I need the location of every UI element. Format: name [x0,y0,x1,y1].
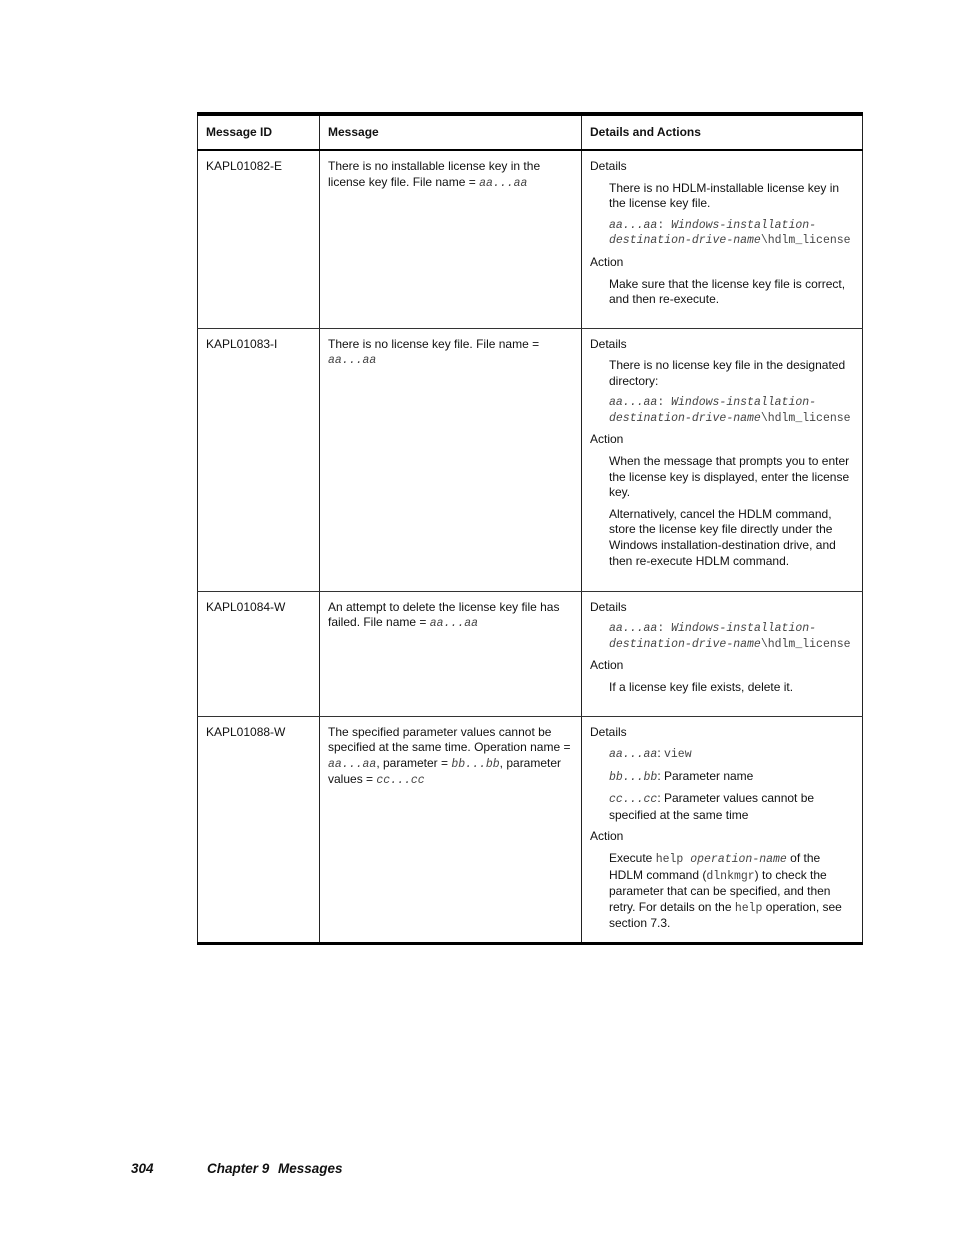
details-text: There is no license key file in the designated directory: [609,358,846,388]
action-label: Action [590,658,624,673]
action-text: Make sure that the license key file is correct, and then re-execute. [609,276,846,307]
action-label: Action [590,432,624,447]
details-path: aa...aa: Windows-installation-destination-drive-name\hdlm_license [609,622,851,651]
message-id-cell: KAPL01082-E [198,150,320,328]
message-id-cell: KAPL01083-I [198,328,320,591]
message-variable: cc...cc [376,774,425,788]
footer-chapter: Chapter 9 [207,1161,270,1176]
message-variable: aa...aa [479,176,528,190]
details-label: Details [590,159,627,173]
message-variable: aa...aa [429,617,479,631]
table-row [198,328,863,591]
message-variable: bb...bb [451,757,500,771]
message-variable: aa...aa [328,757,377,771]
message-id-cell: KAPL01084-W [198,591,320,716]
action-text: If a license key file exists, delete it. [609,679,794,694]
details-operation: aa...aa: view [609,746,692,762]
message-id-cell: KAPL01088-W [198,716,320,944]
details-cell [582,150,863,328]
details-text: There is no HDLM-installable license key in the license key file. [609,180,840,211]
action-text: When the message that prompts you to enter the license key is displayed, enter the license key. [609,454,850,500]
table-header-row [198,114,863,150]
table-row [198,716,863,944]
message-cell: There is no license key file. File name = aa...aa [320,328,582,591]
details-cell [582,716,863,944]
details-parameter-values: cc...cc: Parameter values cannot be specified at the same time [609,791,815,822]
action-label: Action [590,254,624,269]
message-cell: The specified parameter values cannot be specified at the same time. Operation name = aa...aa, parameter = bb...bb, parameter values = cc...cc [320,716,582,944]
details-path: aa...aa: Windows-installation-destination-drive-name\hdlm_license [609,218,851,248]
action-label: Action [590,829,624,844]
header-message-id: Message ID [198,114,320,150]
action-text: Execute help operation-name of the HDLM command (dlnkmgr) to check the parameter that can be specified, and then retry. For details on the help operation, see section 7.3. [609,851,842,931]
page-number: 304 [131,1161,154,1176]
header-details: Details and Actions [582,114,863,150]
details-label: Details [590,599,627,614]
footer-section: Messages [278,1161,343,1176]
message-cell: There is no installable license key in the license key file. File name = aa...aa [320,150,582,328]
details-cell [582,328,863,591]
message-variable: aa...aa [328,354,377,368]
details-label: Details [590,336,627,351]
details-path: aa...aa: Windows-installation-destination-drive-name\hdlm_license [609,396,851,425]
table-row [198,591,863,716]
message-cell: An attempt to delete the license key file has failed. File name = aa...aa [320,591,582,716]
header-message: Message [320,114,582,150]
details-label: Details [590,724,627,739]
messages-table [197,112,863,945]
details-parameter: bb...bb: Parameter name [609,768,754,784]
table-row [198,150,863,328]
action-text-alternative: Alternatively, cancel the HDLM command, store the license key file directly under the Windows installation-destination drive, and then re-execute HDLM command. [609,506,836,568]
details-cell [582,591,863,716]
